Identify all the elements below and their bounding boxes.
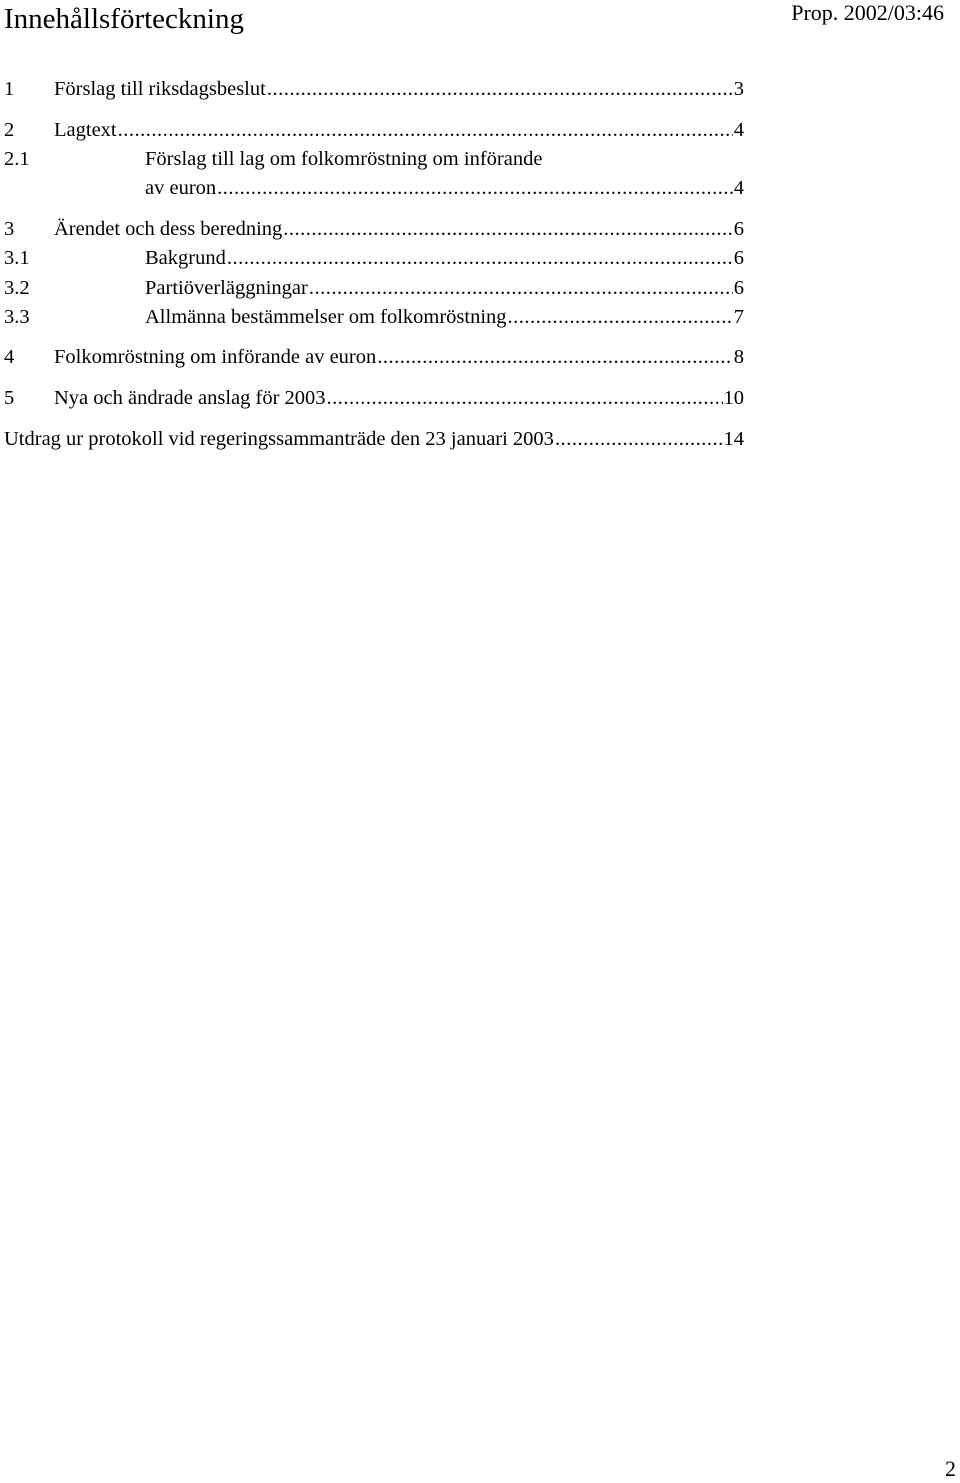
- toc-entry-number: 3.2: [4, 277, 30, 299]
- toc-dot-leader: [267, 75, 733, 103]
- toc-entry-label: Bakgrund: [145, 247, 226, 269]
- toc-dot-leader: [118, 116, 733, 144]
- toc-entry-number: 5: [4, 387, 15, 409]
- toc-entry-page: 6: [733, 247, 744, 269]
- toc-entry-protocol-extract[interactable]: [4, 425, 744, 453]
- toc-entry-label-continued: av euron: [145, 177, 217, 199]
- toc-entry-3-2[interactable]: [4, 274, 744, 302]
- toc-entry-page: 10: [723, 387, 744, 409]
- toc-dot-leader: [555, 425, 723, 453]
- toc-entry-2[interactable]: [4, 116, 744, 144]
- toc-entry-label: Ärendet och dess beredning: [54, 218, 283, 240]
- toc-entry-page: 6: [733, 277, 744, 299]
- document-reference: Prop. 2002/03:46: [791, 0, 944, 25]
- page-title: Innehållsförteckning: [4, 3, 244, 35]
- toc-dot-leader: [309, 274, 733, 302]
- toc-entry-2-1-first-line[interactable]: [4, 145, 744, 173]
- toc-entry-label: Folkomröstning om införande av euron: [54, 346, 377, 368]
- toc-entry-1[interactable]: [4, 75, 744, 103]
- toc-entry-3[interactable]: [4, 215, 744, 243]
- toc-entry-number: 2: [4, 119, 15, 141]
- toc-entry-3-3[interactable]: [4, 303, 744, 331]
- toc-entry-number: 3.3: [4, 306, 30, 328]
- toc-entry-label: Nya och ändrade anslag för 2003: [54, 387, 326, 409]
- toc-entry-page: 6: [733, 218, 744, 240]
- toc-dot-leader: [227, 244, 733, 272]
- toc-dot-leader: [508, 303, 733, 331]
- toc-entry-page: 4: [733, 119, 744, 141]
- toc-entry-3-1[interactable]: [4, 244, 744, 272]
- toc-entry-number: 3: [4, 218, 15, 240]
- toc-entry-5[interactable]: [4, 384, 744, 412]
- toc-entry-label: Partiöverläggningar: [145, 277, 308, 299]
- toc-dot-leader: [217, 174, 733, 202]
- toc-entry-label: Förslag till riksdagsbeslut: [54, 78, 266, 100]
- toc-dot-leader: [327, 384, 723, 412]
- toc-entry-page: 8: [733, 346, 744, 368]
- toc-entry-4[interactable]: [4, 343, 744, 371]
- toc-entry-page: 4: [733, 177, 744, 199]
- toc-entry-2-1[interactable]: [4, 174, 744, 202]
- toc-entry-label: Utdrag ur protokoll vid regeringssammanträde den 23 januari 2003: [4, 428, 554, 450]
- toc-entry-label: Lagtext: [54, 119, 117, 141]
- toc-entry-number: 3.1: [4, 247, 30, 269]
- toc-entry-label: Förslag till lag om folkomröstning om införande: [145, 148, 543, 170]
- toc-entry-number: 1: [4, 78, 15, 100]
- toc-entry-page: 14: [723, 428, 744, 450]
- toc-entry-number: 2.1: [4, 148, 30, 170]
- toc-dot-leader: [283, 215, 732, 243]
- toc-entry-number: 4: [4, 346, 15, 368]
- toc-entry-page: 3: [733, 78, 744, 100]
- toc-entry-page: 7: [733, 306, 744, 328]
- toc-dot-leader: [377, 343, 732, 371]
- toc-entry-label: Allmänna bestämmelser om folkomröstning: [145, 306, 507, 328]
- page-number: 2: [945, 1456, 956, 1481]
